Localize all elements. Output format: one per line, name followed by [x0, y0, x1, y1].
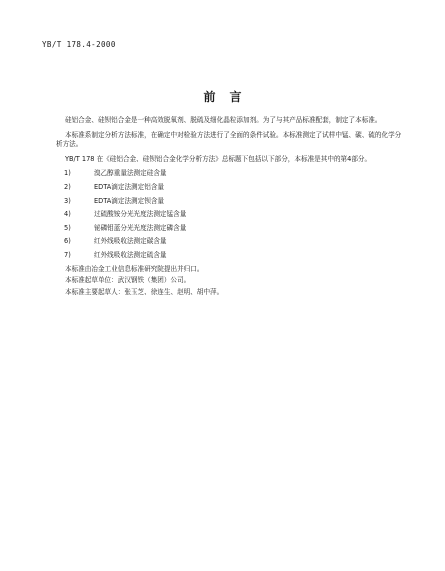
list-item: [56, 251, 406, 261]
list-item-number: 7): [64, 250, 71, 259]
list-item: [56, 237, 406, 247]
list-item-text: 红外线吸收法测定碳含量: [94, 237, 167, 246]
list-item-text: EDTA滴定法测定钡含量: [94, 196, 165, 205]
list-item-number: 6): [64, 237, 71, 246]
paragraph-3: YB/T 178 在《硅铝合金、硅钡铝合金化学分析方法》总标题下包括以下部分，本标准是其中的第4部分。: [65, 154, 372, 163]
paragraph-2: 本标准系制定分析方法标准，在确定中对检验方法进行了全面的条件试验。本标准测定了试样中锰、碳、硫的化学分析方法。: [56, 130, 402, 149]
list-item-text: 溴乙醇重量法测定硅含量: [94, 169, 167, 178]
closing-line-3: 本标准主要起草人：张玉芝、徐连生、赵明、胡中萍。: [65, 287, 224, 296]
page-title: 前言: [203, 90, 256, 104]
list-item: [56, 224, 406, 234]
list-item: [56, 183, 406, 193]
closing-line-1: 本标准由冶金工业信息标准研究院提出并归口。: [65, 264, 204, 273]
list-item-number: 3): [64, 196, 71, 205]
list-item-number: 5): [64, 223, 71, 232]
list-item-text: EDTA滴定法测定铝含量: [94, 182, 165, 191]
list-item-text: 红外线吸收法测定硫含量: [94, 250, 167, 259]
closing-line-2: 本标准起草单位：武汉钢铁（集团）公司。: [65, 276, 191, 285]
list-item-number: 2): [64, 182, 71, 191]
list-item: [56, 210, 406, 220]
list-item-text: 铋磷钼蓝分光光度法测定磷含量: [94, 223, 187, 232]
paragraph-1: 硅铝合金、硅钡铝合金是一种高效脱氧剂、脱硫及细化晶粒添加剂。为了与其产品标准配套，制定了本标准。: [65, 116, 382, 124]
part-list: [56, 169, 406, 260]
list-item: [56, 197, 406, 207]
list-item: [56, 169, 406, 179]
list-item-number: 4): [64, 210, 71, 219]
standard-number: YB/T 178.4-2000: [42, 40, 116, 49]
foreword-body: [56, 116, 406, 299]
list-item-number: 1): [64, 169, 71, 178]
list-item-text: 过硫酸铵分光光度法测定锰含量: [94, 210, 187, 219]
